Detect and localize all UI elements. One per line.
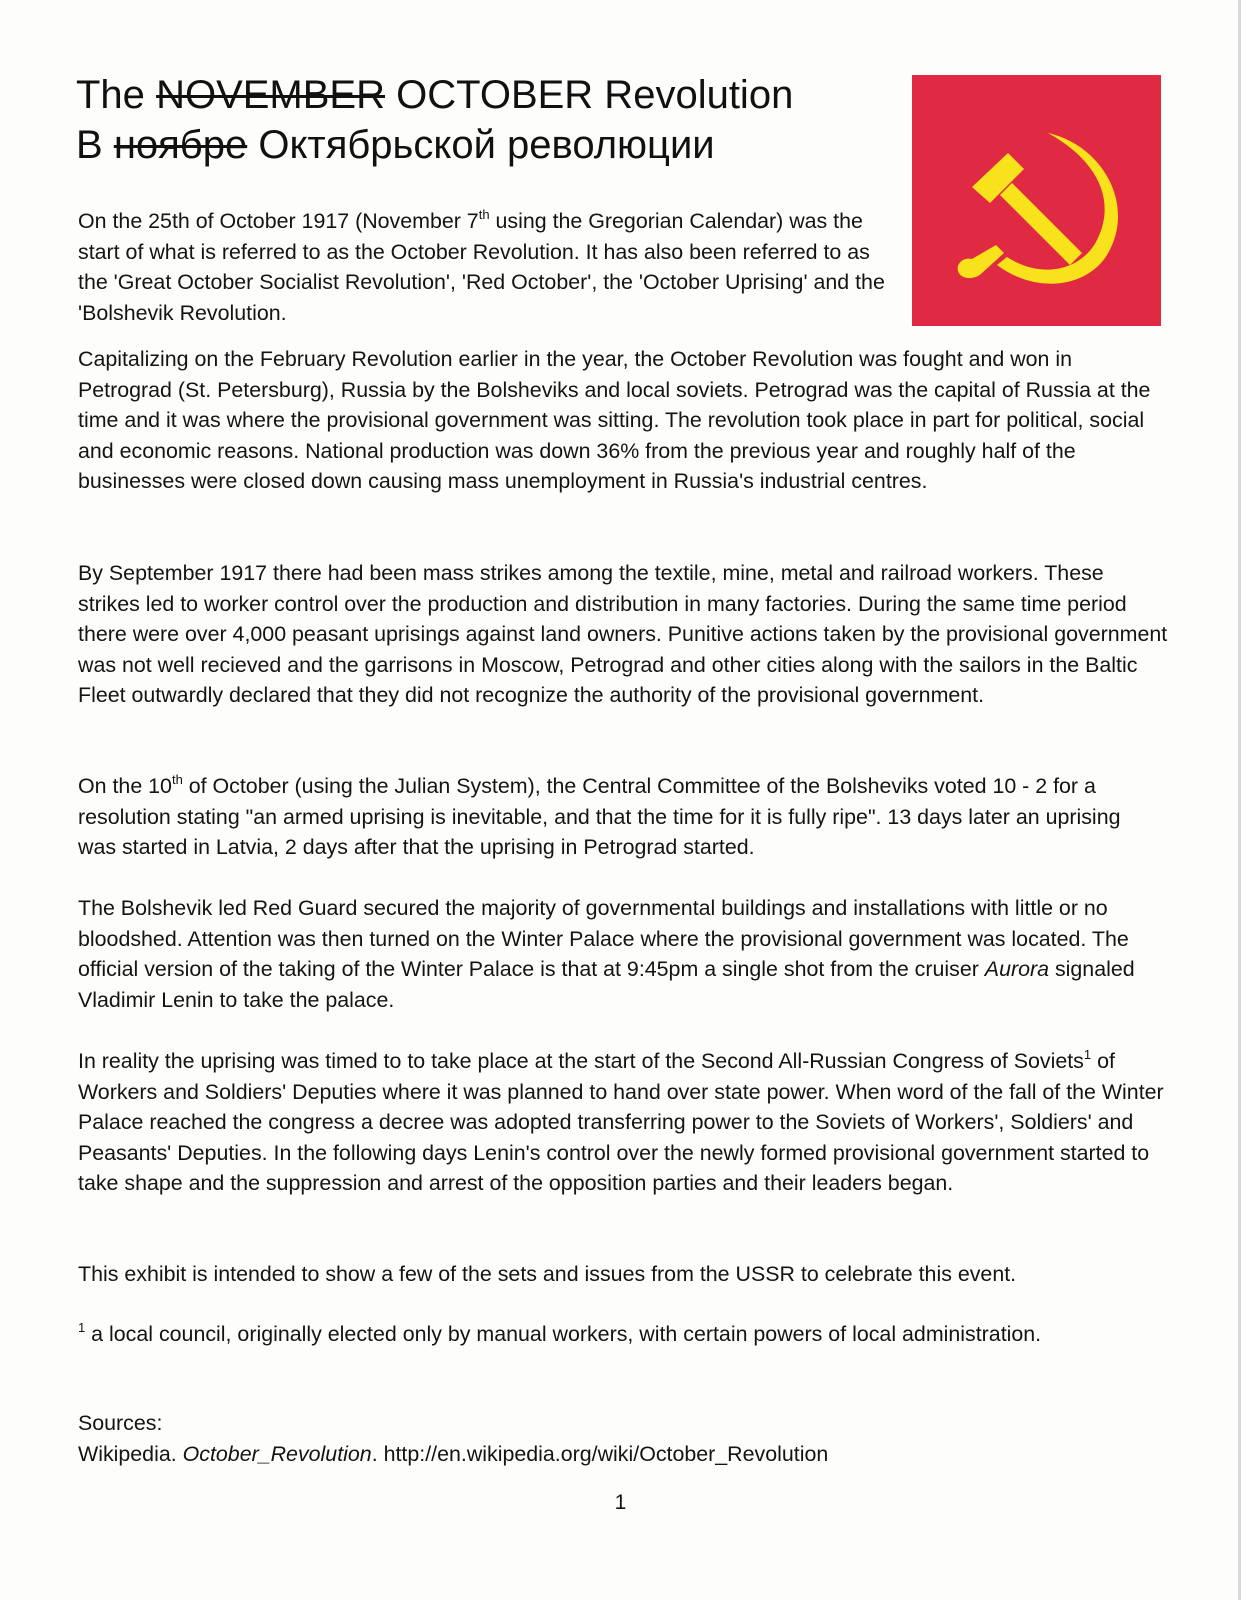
title-russian-b: В <box>76 123 103 167</box>
paragraph-committee-part-1: On the 10 <box>78 774 172 798</box>
paragraph-congress-part-1: In reality the uprising was timed to to take place at the start of the Second All-Russian Congress of Soviets <box>78 1049 1084 1073</box>
paragraph-red-guard-part-1: The Bolshevik led Red Guard secured the majority of governmental buildings and installations with little or no bloodshed. Attention was then turned on the Winter Palace where the provisional government was located. The official version of the taking of the Winter Palace is that at 9:45pm a single shot from the cruiser <box>78 896 1129 982</box>
paragraph-red-guard <box>78 893 1158 1015</box>
hammer-and-sickle-icon <box>912 75 1161 326</box>
superscript-th: th <box>171 772 183 787</box>
source-url: . http://en.wikipedia.org/wiki/October_Revolution <box>371 1441 829 1466</box>
title-october-revolution: OCTOBER Revolution <box>396 73 794 117</box>
title-word-the: The <box>76 73 145 117</box>
paragraph-congress-part-2: of Workers and Soldiers' Deputies where it was planned to hand over state power. When word of the fall of the Winter Palace reached the congress a decree was adopted transferring power to the Soviets of Workers', Soldiers' and Peasants' Deputies. In the following days Lenin's control over the newly formed provisional government started to take shape and the suppression and arrest of the opposition parties and their leaders began. <box>78 1049 1164 1196</box>
title-line-1 <box>76 73 793 117</box>
superscript-th: th <box>478 207 490 222</box>
paragraph-central-committee <box>78 771 1158 863</box>
paragraph-committee-part-2: of October (using the Julian System), the Central Committee of the Bolsheviks voted 10 - 2 for a resolution stating "an armed uprising is inevitable, and that the time for it is fully ripe". 13 days later an uprising was started in Latvia, 2 days after that the uprising in Petrograd started. <box>78 774 1121 860</box>
paragraph-mass-strikes: By September 1917 there had been mass strikes among the textile, mine, metal and railroad workers. These strikes led to worker control over the production and distribution in many factories. During the same time period there were over 4,000 peasant uprisings against land owners. Punitive actions taken by the provisional government was not well recieved and the garrisons in Moscow, Petrograd and other cities along with the sailors in the Baltic Fleet outwardly declared that they did not recognize the authority of the provisional government. <box>78 561 1168 708</box>
paragraph-exhibit-purpose: This exhibit is intended to show a few of the sets and issues from the USSR to celebrate this event. <box>78 1262 1017 1286</box>
paragraph-red-guard-part-2: signaled Vladimir Lenin to take the palace. <box>78 957 1135 1012</box>
italic-aurora: Aurora <box>984 957 1050 982</box>
footnote-reference: 1 <box>1083 1047 1092 1062</box>
paragraph-intro-part-1: On the 25th of October 1917 (November 7 <box>78 209 479 233</box>
paragraph-intro-part-2: using the Gregorian Calendar) was the start of what is referred to as the October Revolution. It has also been referred to as the 'Great October Socialist Revolution', 'Red October', the 'October Uprising' and the 'Bolshevik Revolution. <box>78 209 885 325</box>
title-russian-rest: Октябрьской революции <box>258 123 715 167</box>
title-struck-noyabre: ноябре <box>113 123 248 167</box>
source-article-title: October_Revolution <box>182 1441 372 1466</box>
title-line-2 <box>76 123 715 167</box>
paragraph-february-revolution: Capitalizing on the February Revolution earlier in the year, the October Revolution was fought and won in Petrograd (St. Petersburg), Russia by the Bolsheviks and local soviets. Petrograd was the capital of Russia at the time and it was where the provisional government was sitting. The revolution took place in part for political, social and economic reasons. National production was down 36% from the previous year and roughly half of the businesses were closed down causing mass unemployment in Russia's industrial centres. <box>78 347 1151 494</box>
footnote-marker: 1 <box>78 1320 86 1335</box>
paragraph-intro <box>78 206 898 328</box>
sources-section <box>78 1408 1078 1469</box>
paragraph-congress-of-soviets <box>78 1046 1178 1199</box>
footnote-text: a local council, originally elected only by manual workers, with certain powers of local administration. <box>85 1322 1042 1346</box>
title-struck-november: NOVEMBER <box>156 73 385 117</box>
footnote <box>78 1319 1078 1350</box>
sources-heading: Sources: <box>78 1411 163 1435</box>
soviet-flag-image <box>912 75 1161 326</box>
source-site: Wikipedia. <box>78 1441 183 1466</box>
page-number: 1 <box>614 1491 627 1514</box>
page-title <box>76 70 876 170</box>
